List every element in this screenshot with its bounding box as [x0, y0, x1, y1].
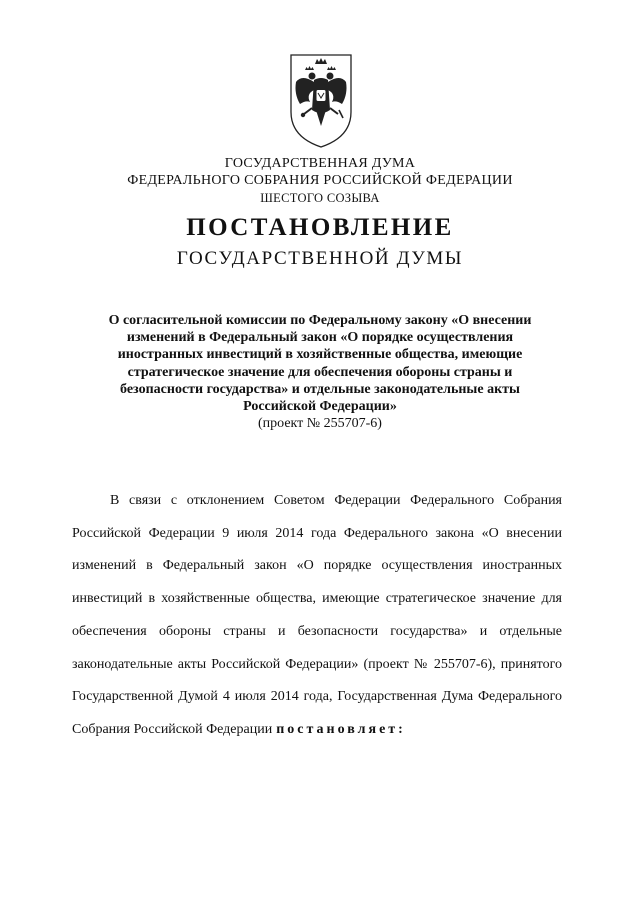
project-number: (проект № 255707-6): [258, 416, 382, 431]
subject-line: иностранных инвестиций в хозяйственные общества, имеющие: [117, 347, 523, 363]
body-text: В связи с отклонением Советом Федерации Федерального Собрания Российской Федерации 9 июля 2014 года Федерального закона «О внесении изменений в Федеральный закон «О порядке осуществления иностранных инвестиций в хозяйственные общества, имеющие стратегическое значение для обеспечения обороны страны и безопасности государства» и отдельные законодательные акты Российской Федерации» (проект № 255707-6), принятого Государственной Думой 4 июля 2014 года, Государственная Дума Федерального Собрания Российской Федерации: [72, 493, 562, 737]
subject-heading: [70, 312, 570, 415]
subject-line: Российской Федерации»: [243, 399, 397, 415]
subject-line: безопасности государства» и отдельные законодательные акты: [120, 381, 520, 397]
russian-coat-of-arms-icon: [288, 52, 354, 150]
decree-word: постановляет:: [276, 721, 406, 737]
org-line-2: ФЕДЕРАЛЬНОГО СОБРАНИЯ РОССИЙСКОЙ ФЕДЕРАЦИИ: [127, 173, 513, 188]
org-line-1: ГОСУДАРСТВЕННАЯ ДУМА: [224, 156, 416, 171]
body-paragraph: [72, 485, 562, 747]
document-subtitle: ГОСУДАРСТВЕННОЙ ДУМЫ: [176, 248, 464, 269]
subject-line: изменений в Федеральный закон «О порядке осуществления: [126, 330, 514, 346]
org-line-3: ШЕСТОГО СОЗЫВА: [260, 191, 380, 205]
subject-line: стратегическое значение для обеспечения обороны страны и: [127, 364, 513, 380]
subject-line: О согласительной комиссии по Федеральному закону «О внесении: [108, 313, 532, 328]
document-title: ПОСТАНОВЛЕНИЕ: [186, 214, 454, 241]
